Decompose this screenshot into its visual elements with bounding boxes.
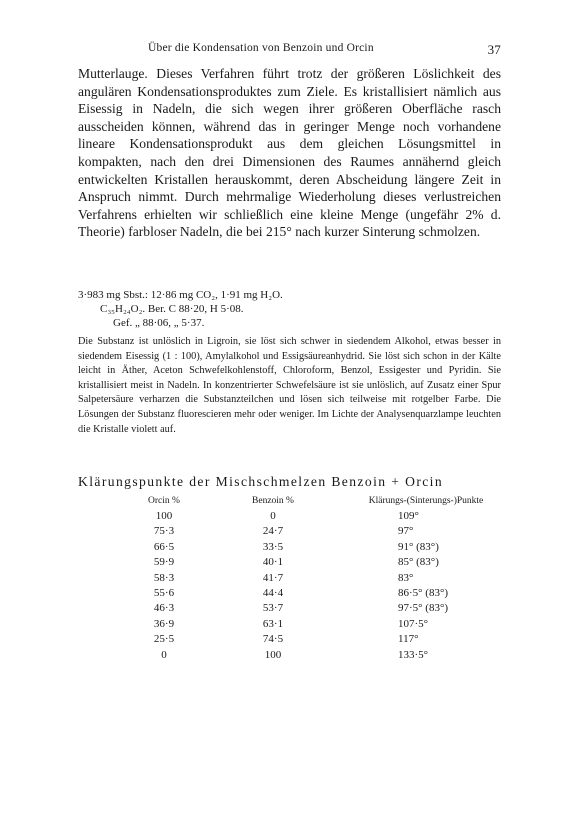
table-body — [78, 510, 501, 664]
page-number: 37 — [487, 42, 501, 57]
cell-clearing-point: 97° — [398, 525, 414, 538]
cell-clearing-point: 97·5° (83°) — [398, 602, 449, 615]
analysis-line-calculated: C₃₅H₂₄O₂. Ber. C 88·20, H 5·08. — [100, 303, 244, 315]
cell-orcin-percent: 36·9 — [153, 617, 175, 630]
cell-clearing-point: 117° — [398, 633, 419, 646]
header-orcin: Orcin % — [148, 496, 180, 506]
cell-benzoin-percent: 41·7 — [262, 571, 284, 584]
table-row — [78, 633, 501, 648]
cell-benzoin-percent: 53·7 — [262, 602, 284, 615]
header-clearing-points: Klärungs-(Sinterungs-)Punkte — [368, 496, 484, 506]
analysis-line-sample: 3·983 mg Sbst.: 12·86 mg CO₂, 1·91 mg H₂O. — [78, 289, 283, 301]
cell-benzoin-percent: 24·7 — [262, 525, 284, 538]
table-row — [78, 510, 501, 525]
cell-clearing-point: 91° (83°) — [398, 540, 439, 553]
cell-orcin-percent: 58·3 — [153, 571, 175, 584]
header-benzoin: Benzoin % — [252, 496, 294, 506]
table-row — [78, 618, 501, 633]
page-header — [78, 42, 501, 58]
cell-orcin-percent: 66·5 — [153, 540, 175, 553]
cell-orcin-percent: 46·3 — [153, 602, 175, 615]
cell-clearing-point: 109° — [398, 510, 419, 522]
table-row — [78, 587, 501, 602]
cell-orcin-percent: 100 — [155, 510, 173, 522]
running-title: Über die Kondensation von Benzoin und Orcin — [148, 42, 374, 54]
cell-clearing-point: 133·5° — [398, 648, 429, 661]
table-row — [78, 556, 501, 571]
cell-benzoin-percent: 100 — [264, 648, 282, 661]
table-header-row — [78, 496, 501, 510]
properties-paragraph: Die Substanz ist unlöslich in Ligroin, sie löst sich schwer in siedendem Alkohol, etwas besser in siedendem Eisessig (1 : 100), Amylalkohol und Essigsäureanhydrid. Sie löst sich schon in der Kälte leicht in Äther, Aceton Schwefelkohlenstoff, Chloroform, Benzol, Essigester und Pyridin. Sie kristallisiert meist in Nadeln. In konzentrierter Schwefelsäure ist sie unlöslich, auf Zusatz einer Spur Salpetersäure verharzen die Substanzteilchen und lösen sich teilweise mit rotgelber Farbe. Die Lösungen der Substanz fluorescieren mehr oder weniger. Im Lichte der Analysenquarzlampe leuchten die Kristalle violett auf. — [78, 336, 501, 435]
properties-note — [78, 335, 501, 437]
body-paragraph: Mutterlauge. Dieses Verfahren führt trotz der größeren Löslichkeit des angulären Kondensationsproduktes zum Ziele. Es kristallisiert nämlich aus Eisessig in Nadeln, die sich wegen ihrer größeren Oberfläche rasch ausscheiden können, während das in geringer Menge noch vorhandene lineare Kondensationsprodukt aus dem gleichen Lösungsmittel in kompakten, nach den drei Dimensionen des Raumes annähernd gleich entwickelten Kristallen herauskommt, deren Abscheidung längere Zeit in Anspruch nimmt. Durch mehrmalige Wiederholung dieses verlustreichen Verfahrens erhielten wir schließlich eine kleine Menge (ungefähr 2% d. Theorie) farbloser Nadeln, die bei 215° nach kurzer Sinterung schmolzen. — [78, 66, 501, 240]
cell-orcin-percent: 55·6 — [153, 586, 175, 599]
analysis-line-found: Gef. „ 88·06, „ 5·37. — [113, 317, 205, 329]
cell-benzoin-percent: 63·1 — [262, 617, 284, 630]
cell-benzoin-percent: 40·1 — [262, 556, 284, 569]
cell-benzoin-percent: 74·5 — [262, 633, 284, 646]
table-row — [78, 602, 501, 617]
elemental-analysis — [78, 288, 501, 330]
table-caption: Klärungspunkte der Mischschmelzen Benzoin + Orcin — [78, 474, 444, 489]
cell-orcin-percent: 0 — [161, 648, 167, 661]
table-row — [78, 572, 501, 587]
cell-benzoin-percent: 44·4 — [262, 586, 284, 599]
cell-clearing-point: 86·5° (83°) — [398, 586, 449, 599]
cell-orcin-percent: 59·9 — [153, 556, 175, 569]
table-row — [78, 541, 501, 556]
cell-benzoin-percent: 0 — [270, 510, 276, 522]
cell-orcin-percent: 25·5 — [153, 633, 175, 646]
cell-clearing-point: 83° — [398, 571, 414, 584]
table-row — [78, 649, 501, 664]
table-row — [78, 525, 501, 540]
main-text — [78, 65, 501, 241]
melting-point-table — [78, 496, 501, 664]
cell-clearing-point: 107·5° — [398, 617, 429, 630]
cell-benzoin-percent: 33·5 — [262, 540, 284, 553]
cell-clearing-point: 85° (83°) — [398, 556, 439, 569]
cell-orcin-percent: 75·3 — [153, 525, 175, 538]
